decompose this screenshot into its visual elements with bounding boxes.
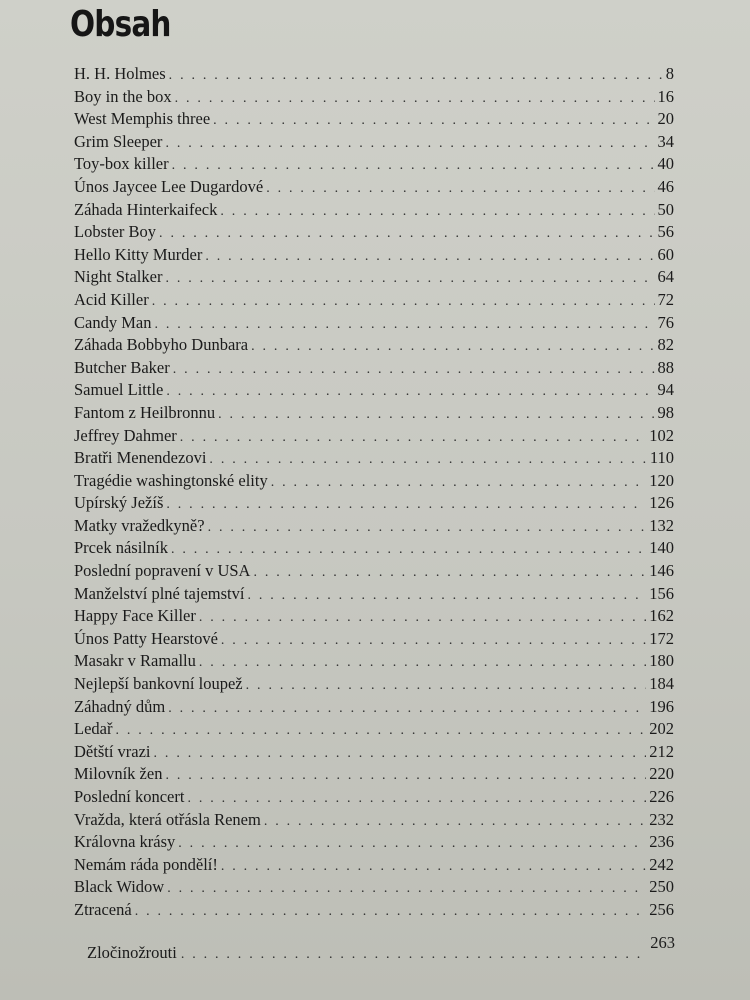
toc-entry-title: Manželství plné tajemství	[74, 583, 245, 603]
toc-entry-title: Královna krásy	[74, 832, 176, 852]
toc-entry[interactable]	[74, 673, 674, 696]
dot-leader	[199, 607, 646, 630]
dot-leader	[246, 675, 647, 698]
toc-entry-page: 50	[657, 199, 674, 219]
toc-entry-title: Nemám ráda pondělí!	[74, 854, 218, 874]
toc-entry-page: 126	[649, 493, 674, 513]
dot-leader	[205, 246, 654, 269]
toc-entry-page: 102	[649, 425, 674, 445]
toc-entry-page: 20	[657, 109, 674, 129]
dot-leader	[172, 155, 655, 178]
toc-entry-page: 172	[649, 628, 674, 648]
dot-leader	[168, 698, 646, 721]
toc-entry-page: 184	[649, 674, 674, 694]
toc-entry[interactable]	[74, 876, 674, 899]
toc-entry-title: Záhada Bobbyho Dunbara	[74, 335, 249, 355]
toc-entry[interactable]	[74, 831, 674, 854]
toc-entry-title: Toy-box killer	[74, 154, 169, 174]
dot-leader	[264, 811, 646, 834]
dot-leader	[165, 268, 654, 291]
toc-entry[interactable]	[87, 933, 675, 964]
toc-entry-page: 212	[649, 741, 674, 761]
toc-entry-page: 88	[657, 357, 674, 377]
toc-entry[interactable]	[74, 854, 674, 877]
toc-entry[interactable]	[74, 763, 674, 786]
toc-entry-page: 56	[657, 222, 674, 242]
toc-entry[interactable]	[74, 605, 674, 628]
toc-entry-page: 40	[657, 154, 674, 174]
toc-entry-page: 8	[665, 64, 674, 83]
toc-entry-title: Jeffrey Dahmer	[74, 425, 177, 445]
toc-entry-title: Milovník žen	[74, 764, 163, 784]
toc-entry[interactable]	[74, 244, 674, 267]
toc-entry-title: Poslední popravení v USA	[74, 561, 251, 581]
toc-entry-page: 82	[657, 335, 674, 355]
toc-entry-page: 64	[657, 267, 674, 287]
toc-entry-page: 94	[657, 380, 674, 400]
toc-entry[interactable]	[74, 628, 674, 651]
toc-entry-page: 72	[657, 289, 674, 309]
dot-leader	[218, 404, 654, 427]
dot-leader	[221, 856, 646, 879]
toc-entry-title: Záhadný dům	[74, 696, 166, 716]
toc-entry-page: 250	[649, 877, 674, 897]
toc-entry[interactable]	[74, 786, 674, 809]
toc-entry[interactable]	[74, 718, 674, 741]
toc-entry-title: Night Stalker	[74, 267, 163, 287]
toc-entry-page: 132	[649, 515, 674, 535]
dot-leader	[178, 833, 646, 856]
toc-entry-title: Candy Man	[74, 312, 152, 332]
toc-entry-page: 236	[649, 832, 674, 852]
dot-leader	[213, 110, 654, 133]
dot-leader	[271, 472, 647, 495]
toc-entry-title: Matky vražedkyně?	[74, 515, 205, 535]
toc-entry-page: 146	[649, 561, 674, 581]
dot-leader	[154, 314, 654, 337]
dot-leader	[208, 517, 647, 540]
toc-entry[interactable]	[74, 899, 674, 922]
table-of-contents	[74, 63, 674, 922]
dot-leader	[165, 133, 654, 156]
dot-leader	[115, 720, 646, 743]
toc-entry-page: 263	[650, 933, 675, 952]
toc-entry[interactable]	[74, 470, 674, 493]
dot-leader	[247, 585, 646, 608]
dot-leader	[180, 427, 646, 450]
dot-leader	[135, 901, 647, 924]
toc-entry-title: Happy Face Killer	[74, 606, 196, 626]
toc-entry-title: Prcek násilník	[74, 538, 168, 558]
dot-leader	[199, 652, 646, 675]
toc-entry-title: Ztracená	[74, 899, 132, 919]
toc-entry[interactable]	[74, 402, 674, 425]
toc-entry[interactable]	[74, 221, 674, 244]
dot-leader	[181, 944, 646, 966]
toc-entry[interactable]	[74, 176, 674, 199]
toc-entry[interactable]	[74, 289, 674, 312]
toc-entry-title: Samuel Little	[74, 380, 164, 400]
toc-entry-title: Záhada Hinterkaifeck	[74, 199, 218, 219]
toc-entry-page: 180	[649, 651, 674, 671]
dot-leader	[154, 743, 647, 766]
toc-entry[interactable]	[74, 560, 674, 583]
toc-entry[interactable]	[74, 131, 674, 154]
toc-entry-page: 196	[649, 696, 674, 716]
dot-leader	[165, 765, 646, 788]
toc-entry[interactable]	[74, 537, 674, 560]
toc-entry[interactable]	[74, 492, 674, 515]
toc-entry-title: Únos Jaycee Lee Dugardové	[74, 176, 264, 196]
dot-leader	[175, 88, 655, 111]
toc-entry[interactable]	[74, 425, 674, 448]
toc-entry[interactable]	[74, 650, 674, 673]
toc-entry-page: 60	[657, 244, 674, 264]
page-title: Obsah	[70, 4, 171, 45]
dot-leader	[166, 381, 654, 404]
toc-entry-page: 76	[657, 312, 674, 332]
toc-entry[interactable]	[74, 809, 674, 832]
toc-entry-title: Butcher Baker	[74, 357, 170, 377]
toc-entry-title: Black Widow	[74, 877, 165, 897]
toc-entry[interactable]	[74, 334, 674, 357]
toc-entry-title: Lobster Boy	[74, 222, 157, 242]
toc-entry-title: Bratři Menendezovi	[74, 448, 207, 468]
toc-entry-title: Dětští vrazi	[74, 741, 151, 761]
dot-leader	[159, 223, 654, 246]
toc-entry[interactable]	[74, 86, 674, 109]
toc-entry-title: Hello Kitty Murder	[74, 244, 203, 264]
toc-entry[interactable]	[74, 696, 674, 719]
toc-entry-page: 16	[657, 86, 674, 106]
dot-leader	[167, 878, 646, 901]
toc-entry[interactable]	[74, 379, 674, 402]
toc-entry-page: 220	[649, 764, 674, 784]
dot-leader	[187, 788, 646, 811]
toc-entry-title: Poslední koncert	[74, 787, 185, 806]
toc-entry-page: 242	[649, 854, 674, 874]
toc-entry[interactable]	[74, 63, 674, 86]
toc-entry-page: 98	[657, 402, 674, 422]
toc-entry-title: Vražda, která otřásla Renem	[74, 809, 261, 829]
toc-entry-page: 120	[649, 470, 674, 490]
toc-entry-title: Ledař	[74, 719, 113, 739]
toc-entry[interactable]	[74, 199, 674, 222]
toc-entry[interactable]	[74, 108, 674, 131]
toc-entry-page: 140	[649, 538, 674, 558]
toc-entry-title: Upírský Ježíš	[74, 493, 164, 513]
toc-entry-page: 232	[649, 809, 674, 829]
dot-leader	[171, 539, 646, 562]
dot-leader	[221, 630, 646, 653]
dot-leader	[169, 65, 663, 88]
toc-entry-title: Únos Patty Hearstové	[74, 628, 218, 648]
toc-entry-page: 256	[649, 899, 674, 919]
toc-entry-title: West Memphis three	[74, 109, 211, 129]
toc-entry-title: Nejlepší bankovní loupež	[74, 674, 243, 694]
toc-entry-page: 162	[649, 606, 674, 626]
toc-entry-page: 156	[649, 583, 674, 603]
toc-entry-page: 34	[657, 131, 674, 151]
dot-leader	[166, 494, 646, 517]
toc-entry[interactable]	[74, 312, 674, 335]
dot-leader	[220, 201, 654, 224]
toc-entry-title: Fantom z Heilbronnu	[74, 402, 216, 422]
toc-entry[interactable]	[74, 583, 674, 606]
toc-entry-page: 226	[649, 787, 674, 806]
toc-entry-page: 110	[649, 448, 674, 468]
dot-leader	[251, 336, 654, 359]
dot-leader	[173, 359, 655, 382]
dot-leader	[266, 178, 654, 201]
toc-entry-title: H. H. Holmes	[74, 64, 166, 83]
toc-entry-title: Grim Sleeper	[74, 131, 163, 151]
toc-entry[interactable]	[74, 357, 674, 380]
toc-entry[interactable]	[74, 515, 674, 538]
toc-entry[interactable]	[74, 741, 674, 764]
toc-entry-title: Boy in the box	[74, 86, 172, 106]
dot-leader	[209, 449, 646, 472]
toc-entry-title: Tragédie washingtonské elity	[74, 470, 268, 490]
toc-entry[interactable]	[74, 266, 674, 289]
toc-entry[interactable]	[74, 447, 674, 470]
toc-entry[interactable]	[74, 153, 674, 176]
dot-leader	[253, 562, 646, 585]
toc-entry-page: 46	[657, 176, 674, 196]
toc-entry-page: 202	[649, 719, 674, 739]
toc-entry-title: Acid Killer	[74, 289, 149, 309]
toc-entry-title: Masakr v Ramallu	[74, 651, 196, 671]
toc-entry-title: Zločinožrouti	[87, 943, 177, 962]
dot-leader	[152, 291, 655, 314]
appendix-section	[87, 933, 675, 964]
